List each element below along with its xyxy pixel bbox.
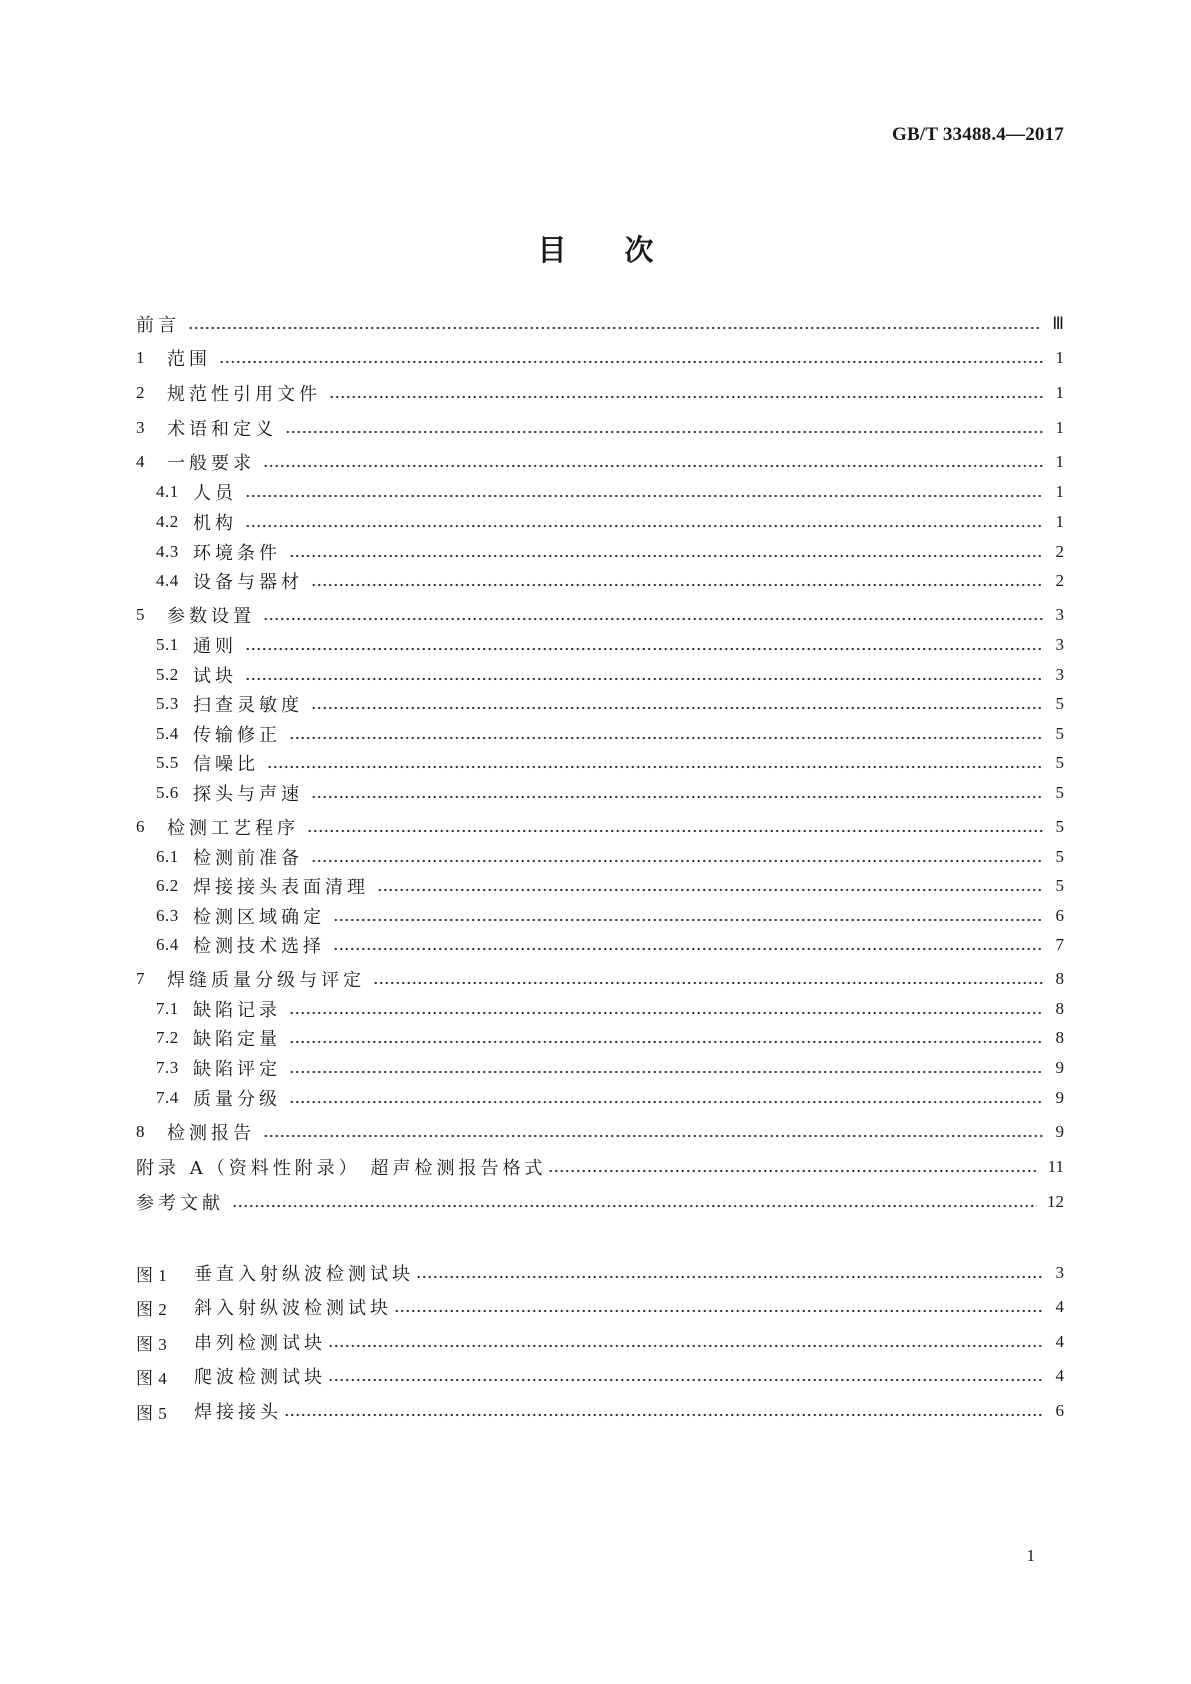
toc-entry[interactable] (136, 310, 1064, 338)
toc-entry-number: 4.4 (156, 571, 179, 590)
toc-subentry[interactable] (156, 779, 1064, 807)
toc-entry-text: 前言 (136, 315, 180, 336)
toc-entry-page: 3 (1055, 665, 1064, 684)
figure-text: 焊接接头 (194, 1402, 282, 1423)
toc-entry-text: 机构 (193, 513, 237, 534)
dot-leader (328, 1362, 1044, 1390)
dot-leader (245, 478, 1044, 506)
dot-leader (394, 1293, 1044, 1321)
toc-entry-page: 1 (1055, 452, 1064, 471)
toc-entry-number: 5.4 (156, 724, 179, 743)
dot-leader (284, 1397, 1044, 1425)
toc-subentry[interactable] (156, 478, 1064, 506)
toc-entry-page: 5 (1055, 694, 1064, 713)
toc-entry-number: 4.1 (156, 482, 179, 501)
toc-entry-number: 1 (136, 348, 145, 367)
toc-entry-page: 9 (1055, 1122, 1064, 1141)
figure-number: 图 3 (136, 1334, 168, 1354)
toc-entry[interactable] (136, 448, 1064, 476)
toc-entry-page: 9 (1055, 1088, 1064, 1107)
toc-entry[interactable] (136, 379, 1064, 407)
toc-entry-number: 8 (136, 1122, 145, 1141)
toc-entry[interactable] (136, 813, 1064, 841)
toc-subentry[interactable] (156, 631, 1064, 659)
toc-entry-text: 人员 (193, 483, 237, 504)
toc-entry[interactable] (136, 601, 1064, 629)
toc-subentry[interactable] (156, 508, 1064, 536)
figure-page: 3 (1055, 1263, 1064, 1282)
dot-leader (289, 995, 1044, 1023)
toc-entry[interactable] (136, 414, 1064, 442)
toc-entry-text: 参考文献 (136, 1193, 224, 1214)
toc-entry-number: 4 (136, 452, 145, 471)
toc-entry-text: 规范性引用文件 (167, 384, 321, 405)
toc-entry-page: 1 (1055, 348, 1064, 367)
figure-page: 4 (1055, 1366, 1064, 1385)
toc-subentry[interactable] (156, 567, 1064, 595)
dot-leader (329, 379, 1044, 407)
toc-subentry[interactable] (156, 1054, 1064, 1082)
toc-entry-text: 术语和定义 (167, 419, 277, 440)
toc-entry-page: 1 (1055, 383, 1064, 402)
dot-leader (416, 1259, 1044, 1287)
toc-entry-text: 缺陷评定 (193, 1059, 281, 1080)
toc-subentry[interactable] (156, 1024, 1064, 1052)
toc-entry-number: 7.3 (156, 1058, 179, 1077)
page-number: 1 (1026, 1546, 1035, 1565)
figure-page: 4 (1055, 1332, 1064, 1351)
dot-leader (311, 567, 1044, 595)
figure-entry[interactable] (136, 1328, 1064, 1356)
dot-leader (289, 720, 1044, 748)
toc-entry-references[interactable] (136, 1188, 1064, 1216)
toc-subentry[interactable] (156, 902, 1064, 930)
figure-entry[interactable] (136, 1362, 1064, 1390)
toc-entry-page: 1 (1055, 482, 1064, 501)
dot-leader (328, 1328, 1044, 1356)
toc-entry-page: 11 (1047, 1157, 1064, 1176)
dot-leader (289, 538, 1044, 566)
toc-entry-text: 传输修正 (193, 725, 281, 746)
figure-text: 垂直入射纵波检测试块 (194, 1264, 414, 1285)
toc-entry-number: 2 (136, 383, 145, 402)
toc-entry-text: 焊缝质量分级与评定 (167, 970, 365, 991)
toc-entry-page: 3 (1055, 635, 1064, 654)
figure-entry[interactable] (136, 1259, 1064, 1287)
toc-subentry[interactable] (156, 749, 1064, 777)
figure-text: 斜入射纵波检测试块 (194, 1298, 392, 1319)
toc-entry-text: 检测技术选择 (193, 936, 325, 957)
standard-code: GB/T 33488.4—2017 (892, 124, 1064, 145)
dot-leader (307, 813, 1044, 841)
toc-entry-number: 7.4 (156, 1088, 179, 1107)
toc-entry-text: 检测报告 (167, 1123, 255, 1144)
toc-entry-text: 一般要求 (167, 453, 255, 474)
toc-subentry[interactable] (156, 872, 1064, 900)
toc-entry-page: 5 (1055, 847, 1064, 866)
dot-leader (289, 1084, 1044, 1112)
toc-entry-number: 5.2 (156, 665, 179, 684)
toc-entry-text: 质量分级 (193, 1089, 281, 1110)
toc-entry-number: 4.2 (156, 512, 179, 531)
toc-entry-number: 7.1 (156, 999, 179, 1018)
dot-leader (333, 931, 1044, 959)
toc-entry-text: 试块 (193, 666, 237, 687)
toc-entry-page: 2 (1055, 571, 1064, 590)
toc-entry-number: 5 (136, 605, 145, 624)
dot-leader (267, 749, 1044, 777)
toc-entry-page: 5 (1055, 817, 1064, 836)
toc-entry-text: 范围 (167, 349, 211, 370)
toc-entry-number: 5.3 (156, 694, 179, 713)
dot-leader (245, 661, 1044, 689)
dot-leader (245, 631, 1044, 659)
toc-subentry[interactable] (156, 1084, 1064, 1112)
toc-entry-page: 8 (1055, 999, 1064, 1018)
dot-leader (188, 310, 1042, 338)
toc-entry-page: 2 (1055, 542, 1064, 561)
dot-leader (263, 1118, 1044, 1146)
toc-entry-text: 检测区域确定 (193, 907, 325, 928)
toc-entry-text: 焊接接头表面清理 (193, 877, 369, 898)
toc-entry-text: 附录 A（资料性附录） 超声检测报告格式 (136, 1158, 547, 1179)
toc-entry-page: 5 (1055, 753, 1064, 772)
dot-leader (289, 1054, 1044, 1082)
toc-entry-number: 6.3 (156, 906, 179, 925)
toc-entry-text: 通则 (193, 636, 237, 657)
toc-entry-number: 6 (136, 817, 145, 836)
toc-entry-page: 1 (1055, 512, 1064, 531)
toc-entry[interactable] (136, 1118, 1064, 1146)
dot-leader (289, 1024, 1044, 1052)
figure-page: 6 (1055, 1401, 1064, 1420)
dot-leader (232, 1188, 1037, 1216)
dot-leader (285, 414, 1044, 442)
toc-entry-number: 6.4 (156, 935, 179, 954)
toc-entry-page: 9 (1055, 1058, 1064, 1077)
toc-entry-page: 8 (1055, 1028, 1064, 1047)
figure-number: 图 1 (136, 1265, 168, 1285)
toc-entry-text: 扫查灵敏度 (193, 695, 303, 716)
toc-subentry[interactable] (156, 661, 1064, 689)
figure-number: 图 5 (136, 1403, 168, 1423)
toc-entry-number: 7.2 (156, 1028, 179, 1047)
toc-subentry[interactable] (156, 843, 1064, 871)
dot-leader (311, 779, 1044, 807)
figure-page: 4 (1055, 1297, 1064, 1316)
toc-entry-number: 5.1 (156, 635, 179, 654)
toc-entry-page: 7 (1055, 935, 1064, 954)
dot-leader (311, 690, 1044, 718)
toc-entry-page: 5 (1055, 724, 1064, 743)
toc-entry-page: 5 (1055, 876, 1064, 895)
figure-text: 爬波检测试块 (194, 1367, 326, 1388)
toc-entry-number: 3 (136, 418, 145, 437)
toc-entry-page: 5 (1055, 783, 1064, 802)
toc-entry-page: Ⅲ (1052, 314, 1064, 333)
toc-entry-page: 1 (1055, 418, 1064, 437)
toc-entry-page: 6 (1055, 906, 1064, 925)
toc-entry-number: 5.6 (156, 783, 179, 802)
dot-leader (377, 872, 1044, 900)
toc-entry-text: 检测前准备 (193, 848, 303, 869)
toc-entry-text: 参数设置 (167, 606, 255, 627)
page-title: 目次 (537, 233, 712, 267)
toc-entry-page: 8 (1055, 969, 1064, 988)
toc-subentry[interactable] (156, 995, 1064, 1023)
toc-entry-text: 缺陷定量 (193, 1029, 281, 1050)
figure-number: 图 2 (136, 1299, 168, 1319)
toc-entry-appendix[interactable] (136, 1153, 1064, 1181)
toc-entry[interactable] (136, 344, 1064, 372)
toc-entry-number: 6.1 (156, 847, 179, 866)
dot-leader (333, 902, 1044, 930)
dot-leader (263, 448, 1044, 476)
figure-text: 串列检测试块 (194, 1333, 326, 1354)
toc-subentry[interactable] (156, 931, 1064, 959)
dot-leader (548, 1153, 1037, 1181)
figure-entry[interactable] (136, 1397, 1064, 1425)
toc-subentry[interactable] (156, 690, 1064, 718)
toc-entry-page: 3 (1055, 605, 1064, 624)
figure-entry[interactable] (136, 1293, 1064, 1321)
dot-leader (373, 965, 1044, 993)
toc-subentry[interactable] (156, 538, 1064, 566)
toc-entry-text: 设备与器材 (193, 572, 303, 593)
toc-entry-text: 环境条件 (193, 543, 281, 564)
dot-leader (263, 601, 1044, 629)
toc-entry-text: 信噪比 (193, 754, 259, 775)
toc-entry[interactable] (136, 965, 1064, 993)
figure-number: 图 4 (136, 1368, 168, 1388)
toc-entry-text: 检测工艺程序 (167, 818, 299, 839)
toc-entry-number: 6.2 (156, 876, 179, 895)
dot-leader (311, 843, 1044, 871)
dot-leader (245, 508, 1044, 536)
toc-subentry[interactable] (156, 720, 1064, 748)
toc-entry-number: 5.5 (156, 753, 179, 772)
dot-leader (219, 344, 1044, 372)
toc-entry-number: 4.3 (156, 542, 179, 561)
toc-entry-text: 缺陷记录 (193, 1000, 281, 1021)
toc-entry-page: 12 (1047, 1192, 1064, 1211)
toc-entry-number: 7 (136, 969, 145, 988)
toc-entry-text: 探头与声速 (193, 784, 303, 805)
